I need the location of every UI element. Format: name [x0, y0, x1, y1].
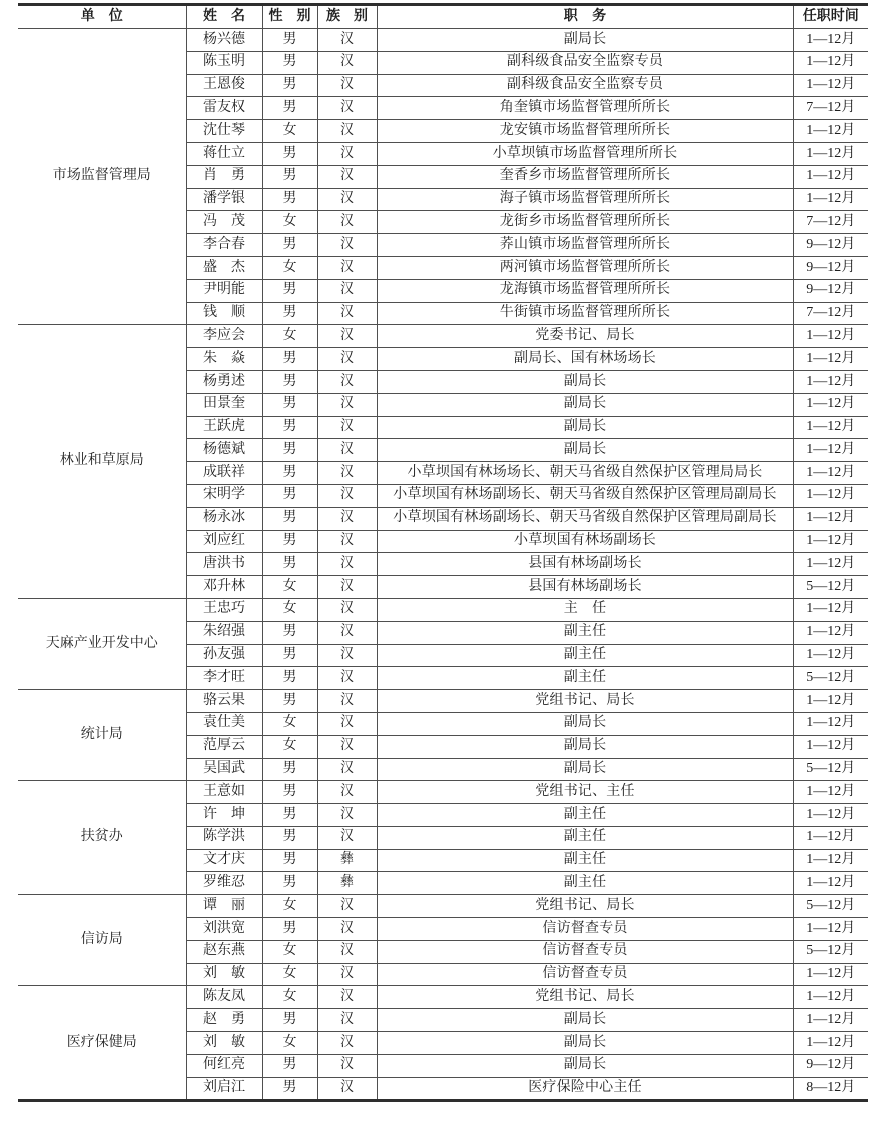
ethnicity-cell: 汉 [317, 439, 377, 462]
tenure-cell: 1—12月 [793, 621, 868, 644]
gender-cell: 男 [262, 1077, 317, 1101]
position-cell: 副局长 [377, 439, 793, 462]
tenure-cell: 7—12月 [793, 302, 868, 325]
name-cell: 文才庆 [186, 849, 262, 872]
name-cell: 李应会 [186, 325, 262, 348]
tenure-cell: 1—12月 [793, 826, 868, 849]
position-cell: 副局长 [377, 1032, 793, 1055]
tenure-cell: 1—12月 [793, 120, 868, 143]
unit-cell: 医疗保健局 [18, 986, 186, 1101]
gender-cell: 女 [262, 120, 317, 143]
gender-cell: 女 [262, 895, 317, 918]
tenure-cell: 1—12月 [793, 370, 868, 393]
unit-cell: 市场监督管理局 [18, 29, 186, 325]
gender-cell: 女 [262, 712, 317, 735]
position-cell: 龙海镇市场监督管理所所长 [377, 279, 793, 302]
name-cell: 宋明学 [186, 484, 262, 507]
header-row [18, 5, 868, 29]
gender-cell: 男 [262, 165, 317, 188]
position-cell: 副主任 [377, 804, 793, 827]
gender-cell: 男 [262, 1009, 317, 1032]
unit-cell: 扶贫办 [18, 781, 186, 895]
position-cell: 副主任 [377, 621, 793, 644]
tenure-cell: 1—12月 [793, 918, 868, 941]
position-cell: 副主任 [377, 644, 793, 667]
tenure-cell: 9—12月 [793, 256, 868, 279]
ethnicity-cell: 汉 [317, 302, 377, 325]
table-row [18, 325, 868, 348]
ethnicity-cell: 汉 [317, 986, 377, 1009]
gender-cell: 男 [262, 781, 317, 804]
table-row [18, 895, 868, 918]
name-cell: 王恩俊 [186, 74, 262, 97]
ethnicity-cell: 汉 [317, 644, 377, 667]
name-cell: 刘 敏 [186, 963, 262, 986]
tenure-cell: 1—12月 [793, 553, 868, 576]
position-cell: 小草坝国有林场副场长、朝天马省级自然保护区管理局副局长 [377, 484, 793, 507]
ethnicity-cell: 汉 [317, 895, 377, 918]
gender-cell: 男 [262, 872, 317, 895]
ethnicity-cell: 汉 [317, 51, 377, 74]
gender-cell: 男 [262, 804, 317, 827]
gender-cell: 男 [262, 302, 317, 325]
name-cell: 沈仕琴 [186, 120, 262, 143]
name-cell: 杨兴德 [186, 29, 262, 52]
ethnicity-cell: 汉 [317, 1054, 377, 1077]
tenure-cell: 1—12月 [793, 963, 868, 986]
gender-cell: 男 [262, 234, 317, 257]
ethnicity-cell: 汉 [317, 256, 377, 279]
ethnicity-cell: 汉 [317, 370, 377, 393]
position-cell: 副科级食品安全监察专员 [377, 51, 793, 74]
ethnicity-cell: 汉 [317, 279, 377, 302]
gender-cell: 男 [262, 416, 317, 439]
position-cell: 小草坝国有林场副场长 [377, 530, 793, 553]
position-cell: 副局长、国有林场场长 [377, 348, 793, 371]
position-cell: 角奎镇市场监督管理所所长 [377, 97, 793, 120]
name-cell: 赵 勇 [186, 1009, 262, 1032]
column-header-name: 姓 名 [186, 5, 262, 29]
ethnicity-cell: 汉 [317, 804, 377, 827]
tenure-cell: 5—12月 [793, 667, 868, 690]
ethnicity-cell: 汉 [317, 667, 377, 690]
tenure-cell: 1—12月 [793, 416, 868, 439]
name-cell: 何红亮 [186, 1054, 262, 1077]
position-cell: 副局长 [377, 1009, 793, 1032]
column-header-tenure: 任职时间 [793, 5, 868, 29]
tenure-cell: 1—12月 [793, 1009, 868, 1032]
ethnicity-cell: 汉 [317, 690, 377, 713]
tenure-cell: 5—12月 [793, 895, 868, 918]
gender-cell: 男 [262, 826, 317, 849]
ethnicity-cell: 汉 [317, 74, 377, 97]
gender-cell: 男 [262, 530, 317, 553]
position-cell: 两河镇市场监督管理所所长 [377, 256, 793, 279]
gender-cell: 男 [262, 667, 317, 690]
ethnicity-cell: 汉 [317, 940, 377, 963]
gender-cell: 男 [262, 370, 317, 393]
table-row [18, 29, 868, 52]
ethnicity-cell: 汉 [317, 97, 377, 120]
ethnicity-cell: 汉 [317, 598, 377, 621]
column-header-gender: 性 别 [262, 5, 317, 29]
name-cell: 陈学洪 [186, 826, 262, 849]
position-cell: 奎香乡市场监督管理所所长 [377, 165, 793, 188]
name-cell: 尹明能 [186, 279, 262, 302]
gender-cell: 男 [262, 188, 317, 211]
name-cell: 李合春 [186, 234, 262, 257]
name-cell: 唐洪书 [186, 553, 262, 576]
unit-cell: 林业和草原局 [18, 325, 186, 599]
gender-cell: 女 [262, 211, 317, 234]
gender-cell: 男 [262, 1054, 317, 1077]
gender-cell: 男 [262, 348, 317, 371]
tenure-cell: 1—12月 [793, 507, 868, 530]
gender-cell: 女 [262, 325, 317, 348]
name-cell: 盛 杰 [186, 256, 262, 279]
gender-cell: 男 [262, 644, 317, 667]
ethnicity-cell: 汉 [317, 621, 377, 644]
name-cell: 雷友权 [186, 97, 262, 120]
name-cell: 王跃虎 [186, 416, 262, 439]
position-cell: 副局长 [377, 393, 793, 416]
table-row [18, 690, 868, 713]
name-cell: 杨德斌 [186, 439, 262, 462]
gender-cell: 男 [262, 279, 317, 302]
gender-cell: 女 [262, 1032, 317, 1055]
ethnicity-cell: 汉 [317, 348, 377, 371]
tenure-cell: 1—12月 [793, 188, 868, 211]
name-cell: 赵东燕 [186, 940, 262, 963]
tenure-cell: 5—12月 [793, 940, 868, 963]
gender-cell: 男 [262, 484, 317, 507]
column-header-position: 职 务 [377, 5, 793, 29]
name-cell: 谭 丽 [186, 895, 262, 918]
ethnicity-cell: 汉 [317, 211, 377, 234]
ethnicity-cell: 汉 [317, 1009, 377, 1032]
tenure-cell: 1—12月 [793, 29, 868, 52]
unit-cell: 天麻产业开发中心 [18, 598, 186, 689]
gender-cell: 女 [262, 986, 317, 1009]
tenure-cell: 1—12月 [793, 325, 868, 348]
position-cell: 牛街镇市场监督管理所所长 [377, 302, 793, 325]
name-cell: 刘启江 [186, 1077, 262, 1101]
position-cell: 副局长 [377, 735, 793, 758]
name-cell: 刘 敏 [186, 1032, 262, 1055]
name-cell: 杨勇述 [186, 370, 262, 393]
position-cell: 副局长 [377, 416, 793, 439]
gender-cell: 男 [262, 51, 317, 74]
position-cell: 主 任 [377, 598, 793, 621]
gender-cell: 男 [262, 462, 317, 485]
unit-cell: 信访局 [18, 895, 186, 986]
position-cell: 党组书记、局长 [377, 690, 793, 713]
table-row [18, 598, 868, 621]
tenure-cell: 1—12月 [793, 484, 868, 507]
position-cell: 县国有林场副场长 [377, 576, 793, 599]
name-cell: 冯 茂 [186, 211, 262, 234]
gender-cell: 男 [262, 758, 317, 781]
ethnicity-cell: 彝 [317, 849, 377, 872]
ethnicity-cell: 彝 [317, 872, 377, 895]
ethnicity-cell: 汉 [317, 462, 377, 485]
position-cell: 县国有林场副场长 [377, 553, 793, 576]
tenure-cell: 9—12月 [793, 1054, 868, 1077]
ethnicity-cell: 汉 [317, 712, 377, 735]
personnel-roster-table [18, 3, 868, 1102]
tenure-cell: 9—12月 [793, 234, 868, 257]
tenure-cell: 1—12月 [793, 872, 868, 895]
position-cell: 龙安镇市场监督管理所所长 [377, 120, 793, 143]
tenure-cell: 1—12月 [793, 51, 868, 74]
position-cell: 小草坝镇市场监督管理所所长 [377, 142, 793, 165]
name-cell: 肖 勇 [186, 165, 262, 188]
ethnicity-cell: 汉 [317, 826, 377, 849]
position-cell: 副局长 [377, 370, 793, 393]
gender-cell: 女 [262, 940, 317, 963]
position-cell: 小草坝国有林场副场长、朝天马省级自然保护区管理局副局长 [377, 507, 793, 530]
gender-cell: 男 [262, 97, 317, 120]
table-row [18, 986, 868, 1009]
gender-cell: 男 [262, 29, 317, 52]
tenure-cell: 1—12月 [793, 74, 868, 97]
ethnicity-cell: 汉 [317, 963, 377, 986]
ethnicity-cell: 汉 [317, 735, 377, 758]
tenure-cell: 8—12月 [793, 1077, 868, 1101]
position-cell: 龙街乡市场监督管理所所长 [377, 211, 793, 234]
tenure-cell: 1—12月 [793, 165, 868, 188]
gender-cell: 男 [262, 918, 317, 941]
position-cell: 副主任 [377, 849, 793, 872]
table-header [18, 5, 868, 29]
gender-cell: 女 [262, 256, 317, 279]
tenure-cell: 1—12月 [793, 849, 868, 872]
position-cell: 信访督查专员 [377, 918, 793, 941]
gender-cell: 男 [262, 439, 317, 462]
tenure-cell: 1—12月 [793, 393, 868, 416]
tenure-cell: 5—12月 [793, 758, 868, 781]
position-cell: 副主任 [377, 667, 793, 690]
position-cell: 党组书记、局长 [377, 895, 793, 918]
gender-cell: 女 [262, 598, 317, 621]
name-cell: 田景奎 [186, 393, 262, 416]
name-cell: 骆云果 [186, 690, 262, 713]
tenure-cell: 7—12月 [793, 97, 868, 120]
name-cell: 朱 焱 [186, 348, 262, 371]
table-body [18, 29, 868, 1101]
ethnicity-cell: 汉 [317, 530, 377, 553]
gender-cell: 男 [262, 690, 317, 713]
name-cell: 许 坤 [186, 804, 262, 827]
tenure-cell: 1—12月 [793, 986, 868, 1009]
ethnicity-cell: 汉 [317, 234, 377, 257]
table-row [18, 781, 868, 804]
ethnicity-cell: 汉 [317, 758, 377, 781]
ethnicity-cell: 汉 [317, 1077, 377, 1101]
ethnicity-cell: 汉 [317, 325, 377, 348]
gender-cell: 男 [262, 621, 317, 644]
name-cell: 刘洪宽 [186, 918, 262, 941]
name-cell: 蒋仕立 [186, 142, 262, 165]
tenure-cell: 1—12月 [793, 598, 868, 621]
position-cell: 信访督查专员 [377, 940, 793, 963]
name-cell: 朱绍强 [186, 621, 262, 644]
tenure-cell: 1—12月 [793, 439, 868, 462]
tenure-cell: 1—12月 [793, 348, 868, 371]
ethnicity-cell: 汉 [317, 165, 377, 188]
name-cell: 陈友凤 [186, 986, 262, 1009]
name-cell: 潘学银 [186, 188, 262, 211]
name-cell: 成联祥 [186, 462, 262, 485]
name-cell: 罗维忍 [186, 872, 262, 895]
tenure-cell: 1—12月 [793, 735, 868, 758]
ethnicity-cell: 汉 [317, 553, 377, 576]
position-cell: 副局长 [377, 758, 793, 781]
name-cell: 李才旺 [186, 667, 262, 690]
ethnicity-cell: 汉 [317, 416, 377, 439]
tenure-cell: 1—12月 [793, 690, 868, 713]
name-cell: 袁仕美 [186, 712, 262, 735]
ethnicity-cell: 汉 [317, 576, 377, 599]
position-cell: 副局长 [377, 712, 793, 735]
ethnicity-cell: 汉 [317, 120, 377, 143]
name-cell: 范厚云 [186, 735, 262, 758]
gender-cell: 男 [262, 393, 317, 416]
name-cell: 吴国武 [186, 758, 262, 781]
tenure-cell: 1—12月 [793, 530, 868, 553]
position-cell: 信访督查专员 [377, 963, 793, 986]
ethnicity-cell: 汉 [317, 781, 377, 804]
gender-cell: 男 [262, 74, 317, 97]
name-cell: 孙友强 [186, 644, 262, 667]
position-cell: 党组书记、局长 [377, 986, 793, 1009]
position-cell: 医疗保险中心主任 [377, 1077, 793, 1101]
tenure-cell: 1—12月 [793, 712, 868, 735]
tenure-cell: 1—12月 [793, 462, 868, 485]
column-header-unit: 单 位 [18, 5, 186, 29]
name-cell: 钱 顺 [186, 302, 262, 325]
position-cell: 副主任 [377, 872, 793, 895]
tenure-cell: 1—12月 [793, 1032, 868, 1055]
gender-cell: 女 [262, 963, 317, 986]
tenure-cell: 1—12月 [793, 142, 868, 165]
unit-cell: 统计局 [18, 690, 186, 781]
tenure-cell: 1—12月 [793, 644, 868, 667]
position-cell: 副主任 [377, 826, 793, 849]
name-cell: 陈玉明 [186, 51, 262, 74]
ethnicity-cell: 汉 [317, 188, 377, 211]
position-cell: 荞山镇市场监督管理所所长 [377, 234, 793, 257]
position-cell: 副局长 [377, 29, 793, 52]
ethnicity-cell: 汉 [317, 484, 377, 507]
position-cell: 海子镇市场监督管理所所长 [377, 188, 793, 211]
name-cell: 杨永冰 [186, 507, 262, 530]
tenure-cell: 1—12月 [793, 781, 868, 804]
position-cell: 副科级食品安全监察专员 [377, 74, 793, 97]
position-cell: 小草坝国有林场场长、朝天马省级自然保护区管理局局长 [377, 462, 793, 485]
ethnicity-cell: 汉 [317, 1032, 377, 1055]
ethnicity-cell: 汉 [317, 29, 377, 52]
gender-cell: 女 [262, 576, 317, 599]
position-cell: 副局长 [377, 1054, 793, 1077]
gender-cell: 男 [262, 553, 317, 576]
position-cell: 党组书记、主任 [377, 781, 793, 804]
ethnicity-cell: 汉 [317, 507, 377, 530]
tenure-cell: 7—12月 [793, 211, 868, 234]
ethnicity-cell: 汉 [317, 918, 377, 941]
gender-cell: 男 [262, 507, 317, 530]
name-cell: 王意如 [186, 781, 262, 804]
gender-cell: 男 [262, 849, 317, 872]
tenure-cell: 1—12月 [793, 804, 868, 827]
name-cell: 邓升林 [186, 576, 262, 599]
column-header-ethnicity: 族 别 [317, 5, 377, 29]
ethnicity-cell: 汉 [317, 393, 377, 416]
gender-cell: 女 [262, 735, 317, 758]
name-cell: 刘应红 [186, 530, 262, 553]
name-cell: 王忠巧 [186, 598, 262, 621]
tenure-cell: 5—12月 [793, 576, 868, 599]
tenure-cell: 9—12月 [793, 279, 868, 302]
position-cell: 党委书记、局长 [377, 325, 793, 348]
ethnicity-cell: 汉 [317, 142, 377, 165]
gender-cell: 男 [262, 142, 317, 165]
